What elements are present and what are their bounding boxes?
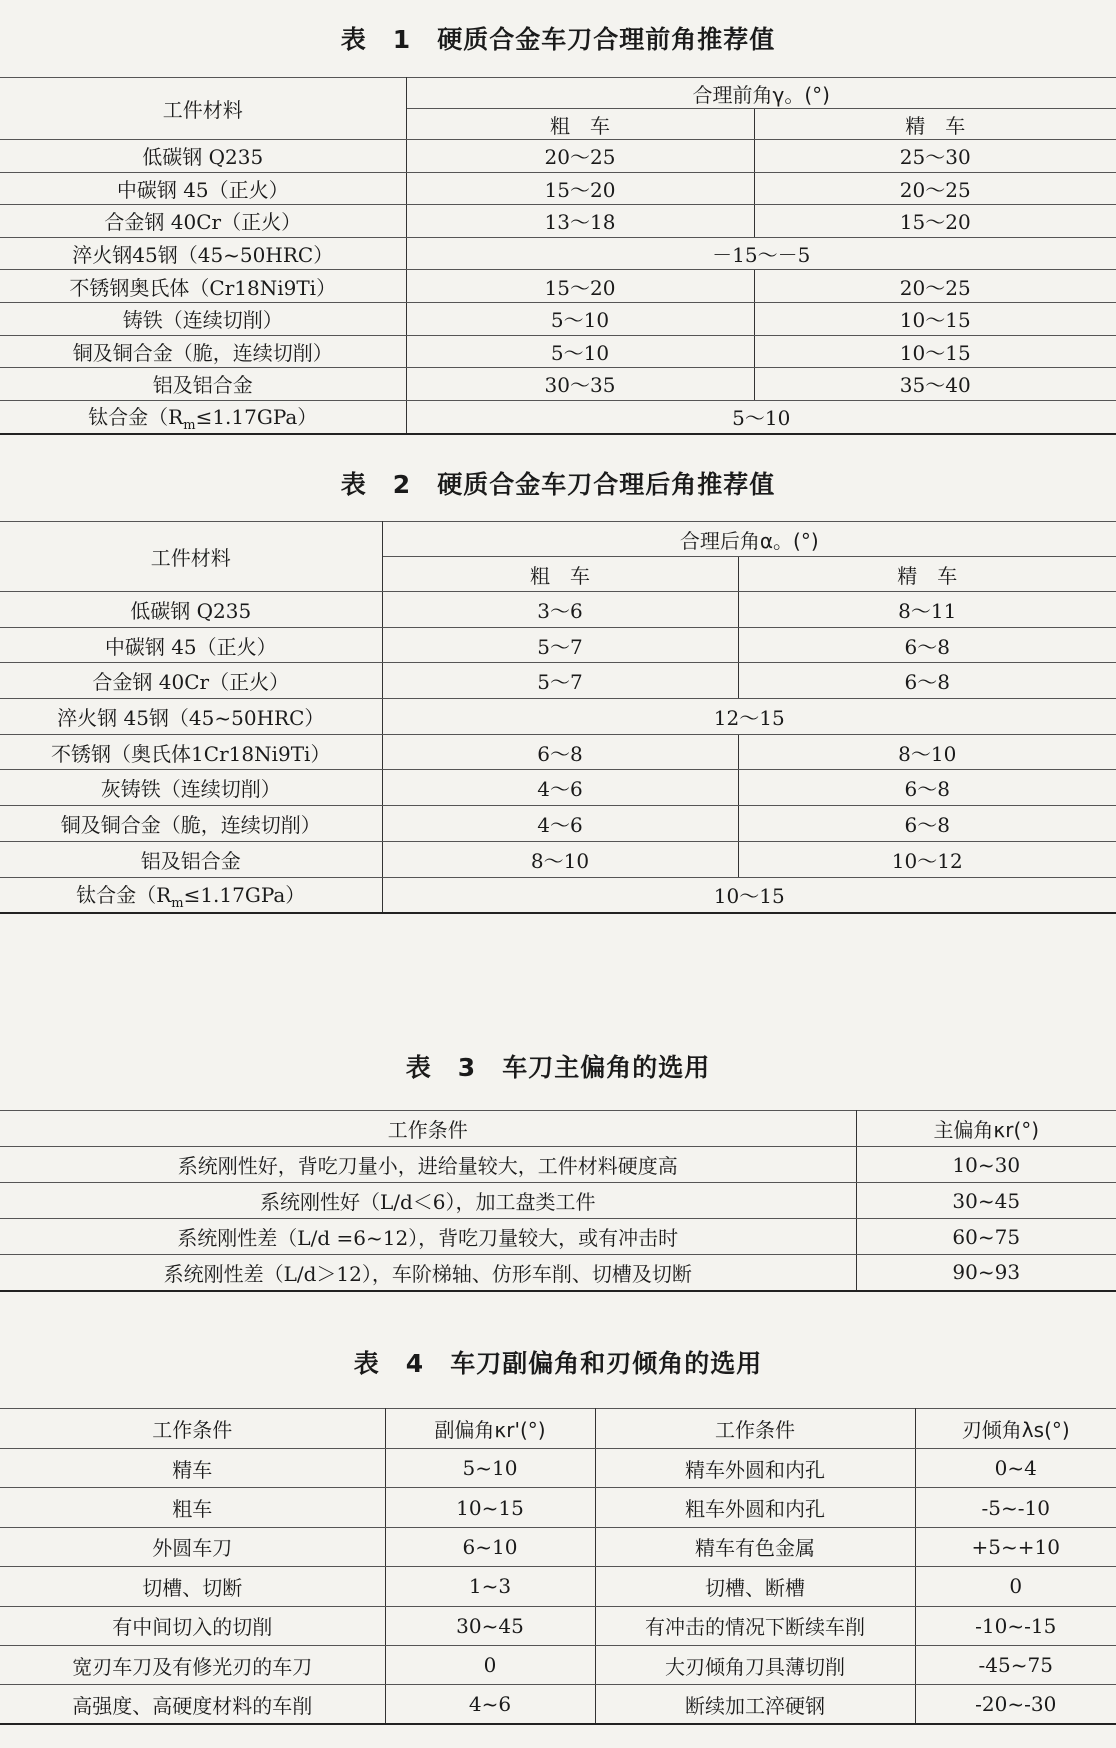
angle-cell: 90~93 (856, 1255, 1116, 1291)
finish-value-cell: 35～40 (754, 368, 1116, 401)
angle-cell: +5~+10 (915, 1527, 1116, 1566)
table4 (0, 1408, 1116, 1725)
material-cell: 铸铁（连续切削） (0, 302, 406, 335)
angle-cell: -45~75 (915, 1645, 1116, 1684)
merged-value-cell: －15～－5 (406, 237, 1116, 270)
table3-title: 表 3 车刀主偏角的选用 (405, 1053, 711, 1082)
table-row (0, 205, 1116, 238)
angle-cell: 10~15 (385, 1488, 595, 1527)
material-text: 钛合金（R (76, 882, 172, 907)
table-row (0, 172, 1116, 205)
rough-value-cell: 3～6 (382, 592, 738, 628)
material-cell: 不锈钢奥氏体（Cr18Ni9Ti） (0, 270, 406, 303)
merged-value-cell: 5～10 (406, 400, 1116, 434)
table-row (0, 1488, 1116, 1527)
condition-cell: 粗车 (0, 1488, 385, 1527)
table-row (0, 770, 1116, 806)
rough-value-cell: 5～10 (406, 335, 754, 368)
rough-value-cell: 6～8 (382, 734, 738, 770)
table-row (0, 400, 1116, 434)
table-row (0, 368, 1116, 401)
condition-cell: 大刃倾角刀具薄切削 (595, 1645, 915, 1684)
table-row (0, 806, 1116, 842)
material-subscript: m (171, 895, 184, 911)
table1-header-finish: 精 车 (754, 109, 1116, 140)
finish-value-cell: 10～15 (754, 335, 1116, 368)
material-text: ≤1.17GPa） (195, 404, 318, 429)
merged-value-cell: 10～15 (382, 877, 1116, 913)
rough-value-cell: 15～20 (406, 270, 754, 303)
material-cell: 合金钢 40Cr（正火） (0, 205, 406, 238)
angle-cell: 10~30 (856, 1147, 1116, 1183)
rough-value-cell: 15～20 (406, 172, 754, 205)
table-row (0, 1567, 1116, 1606)
material-cell: 铝及铝合金 (0, 368, 406, 401)
rough-value-cell: 5～7 (382, 663, 738, 699)
angle-cell: -5~-10 (915, 1488, 1116, 1527)
finish-value-cell: 6～8 (738, 770, 1116, 806)
condition-cell: 精车有色金属 (595, 1527, 915, 1566)
table1-header-angle-group: 合理前角γ。(°) (406, 78, 1116, 109)
angle-cell: -20~-30 (915, 1685, 1116, 1724)
table-row (0, 140, 1116, 173)
table-row (0, 663, 1116, 699)
condition-cell: 切槽、切断 (0, 1567, 385, 1606)
table-row (0, 592, 1116, 628)
table-row (0, 1219, 1116, 1255)
condition-cell: 断续加工淬硬钢 (595, 1685, 915, 1724)
material-cell: 合金钢 40Cr（正火） (0, 663, 382, 699)
finish-value-cell: 6～8 (738, 663, 1116, 699)
table3 (0, 1110, 1116, 1292)
table-row (0, 627, 1116, 663)
angle-cell: 30~45 (385, 1606, 595, 1645)
table-row (0, 1255, 1116, 1291)
table-row (0, 270, 1116, 303)
material-cell: 不锈钢（奥氏体1Cr18Ni9Ti） (0, 734, 382, 770)
table-row (0, 699, 1116, 735)
table-row (0, 841, 1116, 877)
table3-header-condition: 工作条件 (0, 1111, 856, 1147)
angle-cell: 6~10 (385, 1527, 595, 1566)
angle-cell: 0 (385, 1645, 595, 1684)
material-text: ≤1.17GPa） (183, 882, 306, 907)
condition-cell: 有中间切入的切削 (0, 1606, 385, 1645)
angle-cell: 0 (915, 1567, 1116, 1606)
table2-header-angle-group: 合理后角α。(°) (382, 522, 1116, 557)
table-row (0, 1606, 1116, 1645)
table-row (0, 335, 1116, 368)
condition-cell: 高强度、高硬度材料的车削 (0, 1685, 385, 1724)
table2-header-rough: 粗 车 (382, 557, 738, 592)
finish-value-cell: 20～25 (754, 172, 1116, 205)
rough-value-cell: 4～6 (382, 806, 738, 842)
table4-title: 表 4 车刀副偏角和刃倾角的选用 (353, 1349, 763, 1378)
table-row (0, 734, 1116, 770)
merged-value-cell: 12～15 (382, 699, 1116, 735)
table1-header-material: 工件材料 (0, 78, 406, 140)
table-row (0, 1685, 1116, 1724)
finish-value-cell: 8～10 (738, 734, 1116, 770)
table-row (0, 302, 1116, 335)
material-cell: 淬火钢 45钢（45~50HRC） (0, 699, 382, 735)
condition-cell: 精车 (0, 1449, 385, 1488)
condition-cell: 外圆车刀 (0, 1527, 385, 1566)
material-cell: 铜及铜合金（脆，连续切削） (0, 806, 382, 842)
condition-cell: 系统刚性差（L/d =6~12），背吃刀量较大，或有冲击时 (0, 1219, 856, 1255)
rough-value-cell: 5～7 (382, 627, 738, 663)
rough-value-cell: 4～6 (382, 770, 738, 806)
table2-title: 表 2 硬质合金车刀合理后角推荐值 (340, 470, 776, 499)
table4-header-condition2: 工作条件 (595, 1409, 915, 1449)
rough-value-cell: 5～10 (406, 302, 754, 335)
table4-header-angle1: 副偏角κr'(°) (385, 1409, 595, 1449)
material-cell: 中碳钢 45（正火） (0, 627, 382, 663)
table3-header-angle: 主偏角κr(°) (856, 1111, 1116, 1147)
table-row (0, 237, 1116, 270)
table2-header-material: 工件材料 (0, 522, 382, 592)
rough-value-cell: 13～18 (406, 205, 754, 238)
table4-header-angle2: 刃倾角λs(°) (915, 1409, 1116, 1449)
material-cell: 中碳钢 45（正火） (0, 172, 406, 205)
table2 (0, 521, 1116, 914)
finish-value-cell: 8～11 (738, 592, 1116, 628)
finish-value-cell: 10～15 (754, 302, 1116, 335)
table-row (0, 1645, 1116, 1684)
table1 (0, 77, 1116, 435)
condition-cell: 系统刚性好，背吃刀量小，进给量较大，工件材料硬度高 (0, 1147, 856, 1183)
material-cell (0, 877, 382, 913)
material-cell: 低碳钢 Q235 (0, 140, 406, 173)
angle-cell: 30~45 (856, 1183, 1116, 1219)
material-cell: 铜及铜合金（脆，连续切削） (0, 335, 406, 368)
condition-cell: 有冲击的情况下断续车削 (595, 1606, 915, 1645)
rough-value-cell: 20～25 (406, 140, 754, 173)
condition-cell: 切槽、断槽 (595, 1567, 915, 1606)
material-subscript: m (183, 417, 196, 433)
finish-value-cell: 10～12 (738, 841, 1116, 877)
table4-header-condition1: 工作条件 (0, 1409, 385, 1449)
rough-value-cell: 30～35 (406, 368, 754, 401)
finish-value-cell: 6～8 (738, 806, 1116, 842)
table-row (0, 1527, 1116, 1566)
condition-cell: 系统刚性好（L/d＜6），加工盘类工件 (0, 1183, 856, 1219)
rough-value-cell: 8～10 (382, 841, 738, 877)
table-row (0, 877, 1116, 913)
table-row (0, 1449, 1116, 1488)
finish-value-cell: 15～20 (754, 205, 1116, 238)
angle-cell: 60~75 (856, 1219, 1116, 1255)
finish-value-cell: 6～8 (738, 627, 1116, 663)
material-text: 钛合金（R (88, 404, 184, 429)
material-cell: 低碳钢 Q235 (0, 592, 382, 628)
material-cell: 淬火钢45钢（45~50HRC） (0, 237, 406, 270)
table-row (0, 1183, 1116, 1219)
angle-cell: 0~4 (915, 1449, 1116, 1488)
table-row (0, 1147, 1116, 1183)
condition-cell: 宽刃车刀及有修光刃的车刀 (0, 1645, 385, 1684)
finish-value-cell: 25～30 (754, 140, 1116, 173)
material-cell: 铝及铝合金 (0, 841, 382, 877)
table1-title: 表 1 硬质合金车刀合理前角推荐值 (340, 25, 776, 54)
material-cell (0, 400, 406, 434)
angle-cell: -10~-15 (915, 1606, 1116, 1645)
angle-cell: 5~10 (385, 1449, 595, 1488)
table2-header-finish: 精 车 (738, 557, 1116, 592)
condition-cell: 精车外圆和内孔 (595, 1449, 915, 1488)
finish-value-cell: 20～25 (754, 270, 1116, 303)
condition-cell: 粗车外圆和内孔 (595, 1488, 915, 1527)
angle-cell: 4~6 (385, 1685, 595, 1724)
condition-cell: 系统刚性差（L/d＞12），车阶梯轴、仿形车削、切槽及切断 (0, 1255, 856, 1291)
angle-cell: 1~3 (385, 1567, 595, 1606)
table1-header-rough: 粗 车 (406, 109, 754, 140)
material-cell: 灰铸铁（连续切削） (0, 770, 382, 806)
